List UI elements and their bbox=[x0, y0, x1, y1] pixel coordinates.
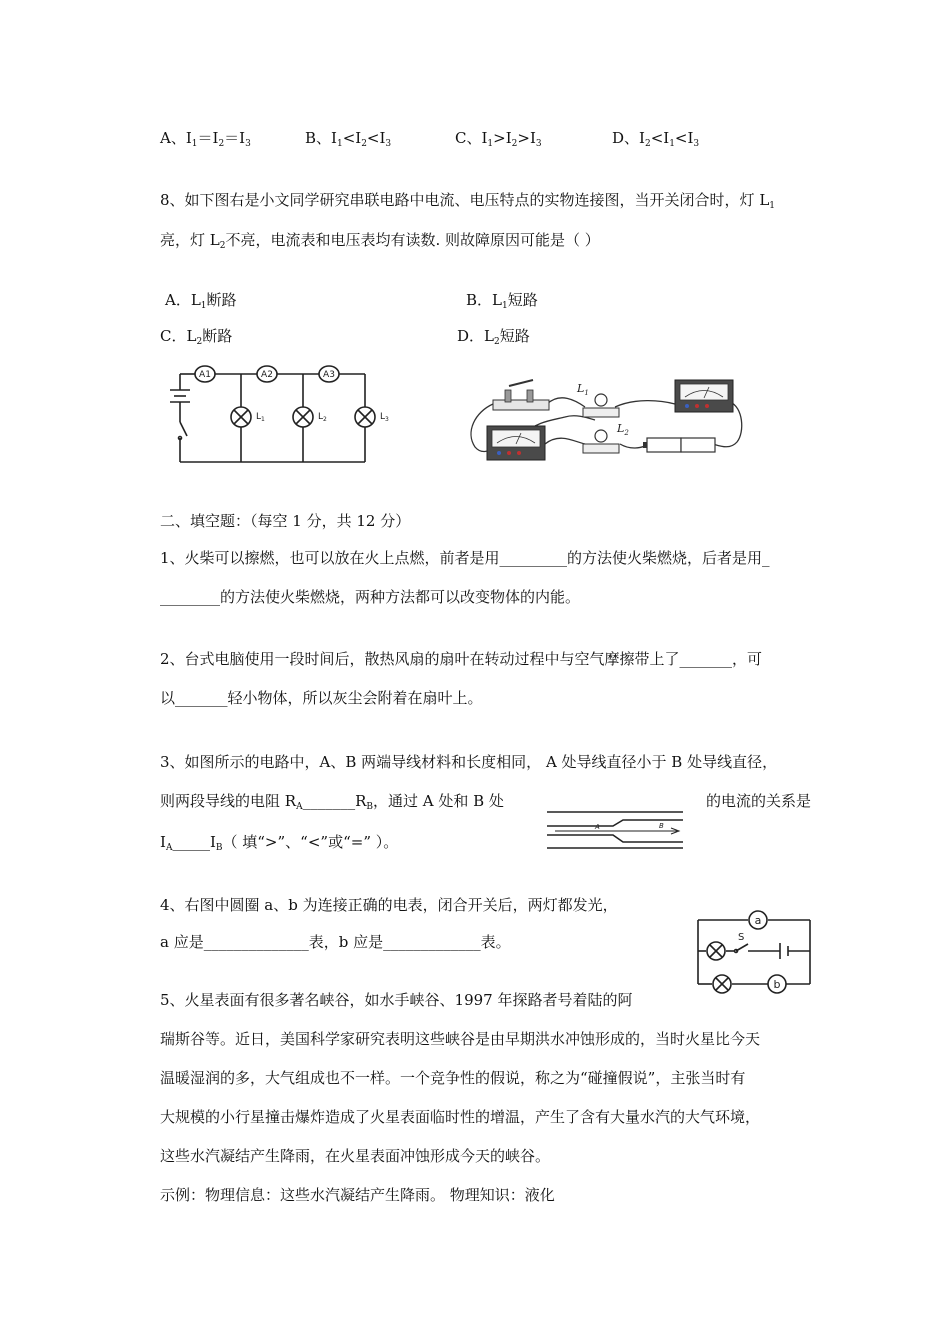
wire-label-b: B bbox=[659, 822, 664, 830]
ammeter-a2-label: A2 bbox=[261, 370, 273, 380]
section-2-title: 二、填空题：（每空 1 分，共 12 分） bbox=[160, 512, 411, 530]
f4-line1: 4、右图中圆圈 a、b 为连接正确的电表，闭合开关后，两灯都发光， bbox=[160, 896, 618, 914]
q8-option-d: D．$L_2$短路 bbox=[457, 327, 530, 347]
ammeter-icon bbox=[487, 426, 545, 460]
f1-line1: 1、火柴可以擦燃，也可以放在火上点燃，前者是用_________的方法使火柴燃烧，后者是用_ bbox=[160, 549, 770, 567]
f1-line2: ________的方法使火柴燃烧，两种方法都可以改变物体的内能。 bbox=[160, 588, 581, 606]
battery-icon bbox=[780, 943, 788, 959]
lamp-l3-icon bbox=[355, 407, 389, 427]
apparatus-photo-diagram bbox=[465, 372, 745, 470]
f5-line5: 这些水汽凝结产生降雨，在火星表面冲蚀形成今天的峡谷。 bbox=[160, 1147, 551, 1165]
lamp-l2-label: $L_2$ bbox=[318, 412, 327, 423]
voltmeter-icon bbox=[675, 380, 733, 412]
wire-ab-diagram bbox=[545, 808, 685, 850]
lamp-l2-icon bbox=[293, 407, 327, 427]
f3-line2-right: 的电流的关系是 bbox=[706, 792, 812, 810]
lamp-l2-icon bbox=[583, 422, 629, 453]
lamp-l2-label: $L_2$ bbox=[617, 422, 629, 437]
meter-b-label: b bbox=[773, 978, 781, 991]
lamp-l1-icon bbox=[231, 407, 265, 427]
f5-example: 示例：物理信息：这些水汽凝结产生降雨。 物理知识：液化 bbox=[160, 1186, 555, 1204]
f5-line4: 大规模的小行星撞击爆炸造成了火星表面临时性的增温，产生了含有大量水汽的大气环境， bbox=[160, 1108, 761, 1126]
meters-circuit-diagram bbox=[692, 908, 817, 1000]
lamp-l3-label: $L_3$ bbox=[380, 412, 389, 423]
f5-line2: 瑞斯谷等。近日，美国科学家研究表明这些峡谷是由早期洪水冲蚀形成的，当时火星比今天 bbox=[160, 1030, 761, 1048]
parallel-circuit-diagram bbox=[165, 362, 389, 467]
f5-line1: 5、火星表面有很多著名峡谷，如水手峡谷、1997 年探路者号着陆的阿 bbox=[160, 991, 633, 1009]
q8-stem-line1: 8、如下图右是小文同学研究串联电路中电流、电压特点的实物连接图，当开关闭合时，灯 $L_1$ bbox=[160, 191, 776, 211]
f5-line3: 温暖湿润的多，大气组成也不一样。一个竞争性的假说，称之为“碰撞假说”，主张当时有 bbox=[160, 1069, 746, 1087]
f3-line1: 3、如图所示的电路中，A、B 两端导线材料和长度相同， A 处导线直径小于 B 处导线直径， bbox=[160, 753, 778, 771]
battery-icon bbox=[643, 438, 715, 452]
f3-line3: $I_A\_\_\_\_\_I_B$（ 填“>”、“<”或“=” ）。 bbox=[160, 833, 399, 853]
lamp-l1-label: $L_1$ bbox=[577, 382, 589, 397]
f2-line1: 2、台式电脑使用一段时间后，散热风扇的扇叶在转动过程中与空气摩擦带上了_______，可 bbox=[160, 650, 763, 668]
ammeter-a3 bbox=[319, 366, 339, 382]
lamp-l1-label: $L_1$ bbox=[256, 412, 265, 423]
q8-option-a: A．$L_1$断路 bbox=[165, 291, 237, 311]
switch-icon bbox=[179, 422, 188, 440]
q7-option-a: A、$I_1=I_2=I_3$ bbox=[160, 129, 251, 149]
q8-option-b: B．$L_1$短路 bbox=[466, 291, 538, 311]
circuit-wires bbox=[180, 374, 365, 462]
ammeter-a1-label: A1 bbox=[199, 370, 211, 380]
meter-b-icon bbox=[768, 975, 786, 993]
ammeter-a3-label: A3 bbox=[323, 370, 335, 380]
q7-option-c: C、$I_1>I_2>I_3$ bbox=[455, 129, 542, 149]
q8-option-c: C．$L_2$断路 bbox=[160, 327, 233, 347]
battery-icon bbox=[170, 390, 190, 402]
switch-icon bbox=[493, 380, 549, 410]
switch-label: S bbox=[738, 932, 745, 943]
lamp-lower-icon bbox=[713, 975, 731, 993]
f2-line2: 以_______轻小物体，所以灰尘会附着在扇叶上。 bbox=[160, 689, 483, 707]
lamp-l1-icon bbox=[576, 382, 619, 417]
switch-s-icon bbox=[735, 932, 749, 953]
wire-label-a: A bbox=[595, 823, 600, 831]
ammeter-a1 bbox=[195, 366, 215, 382]
q7-option-b: B、$I_1<I_2<I_3$ bbox=[305, 129, 392, 149]
lamp-upper-icon bbox=[707, 942, 725, 960]
meter-a-icon bbox=[749, 911, 767, 929]
f3-line2: 则两段导线的电阻 $R_A\_\_\_\_\_\_\_R_B$，通过 A 处和 B 处 bbox=[160, 792, 504, 812]
q8-stem-line2: 亮，灯 $L_2$不亮，电流表和电压表均有读数. 则故障原因可能是（ ） bbox=[160, 231, 600, 251]
meter-a-label: a bbox=[754, 914, 762, 927]
ammeter-a2 bbox=[257, 366, 277, 382]
f4-line2: a 应是______________表，b 应是_____________表。 bbox=[160, 933, 511, 951]
q7-option-d: D、$I_2<I_1<I_3$ bbox=[612, 129, 700, 149]
